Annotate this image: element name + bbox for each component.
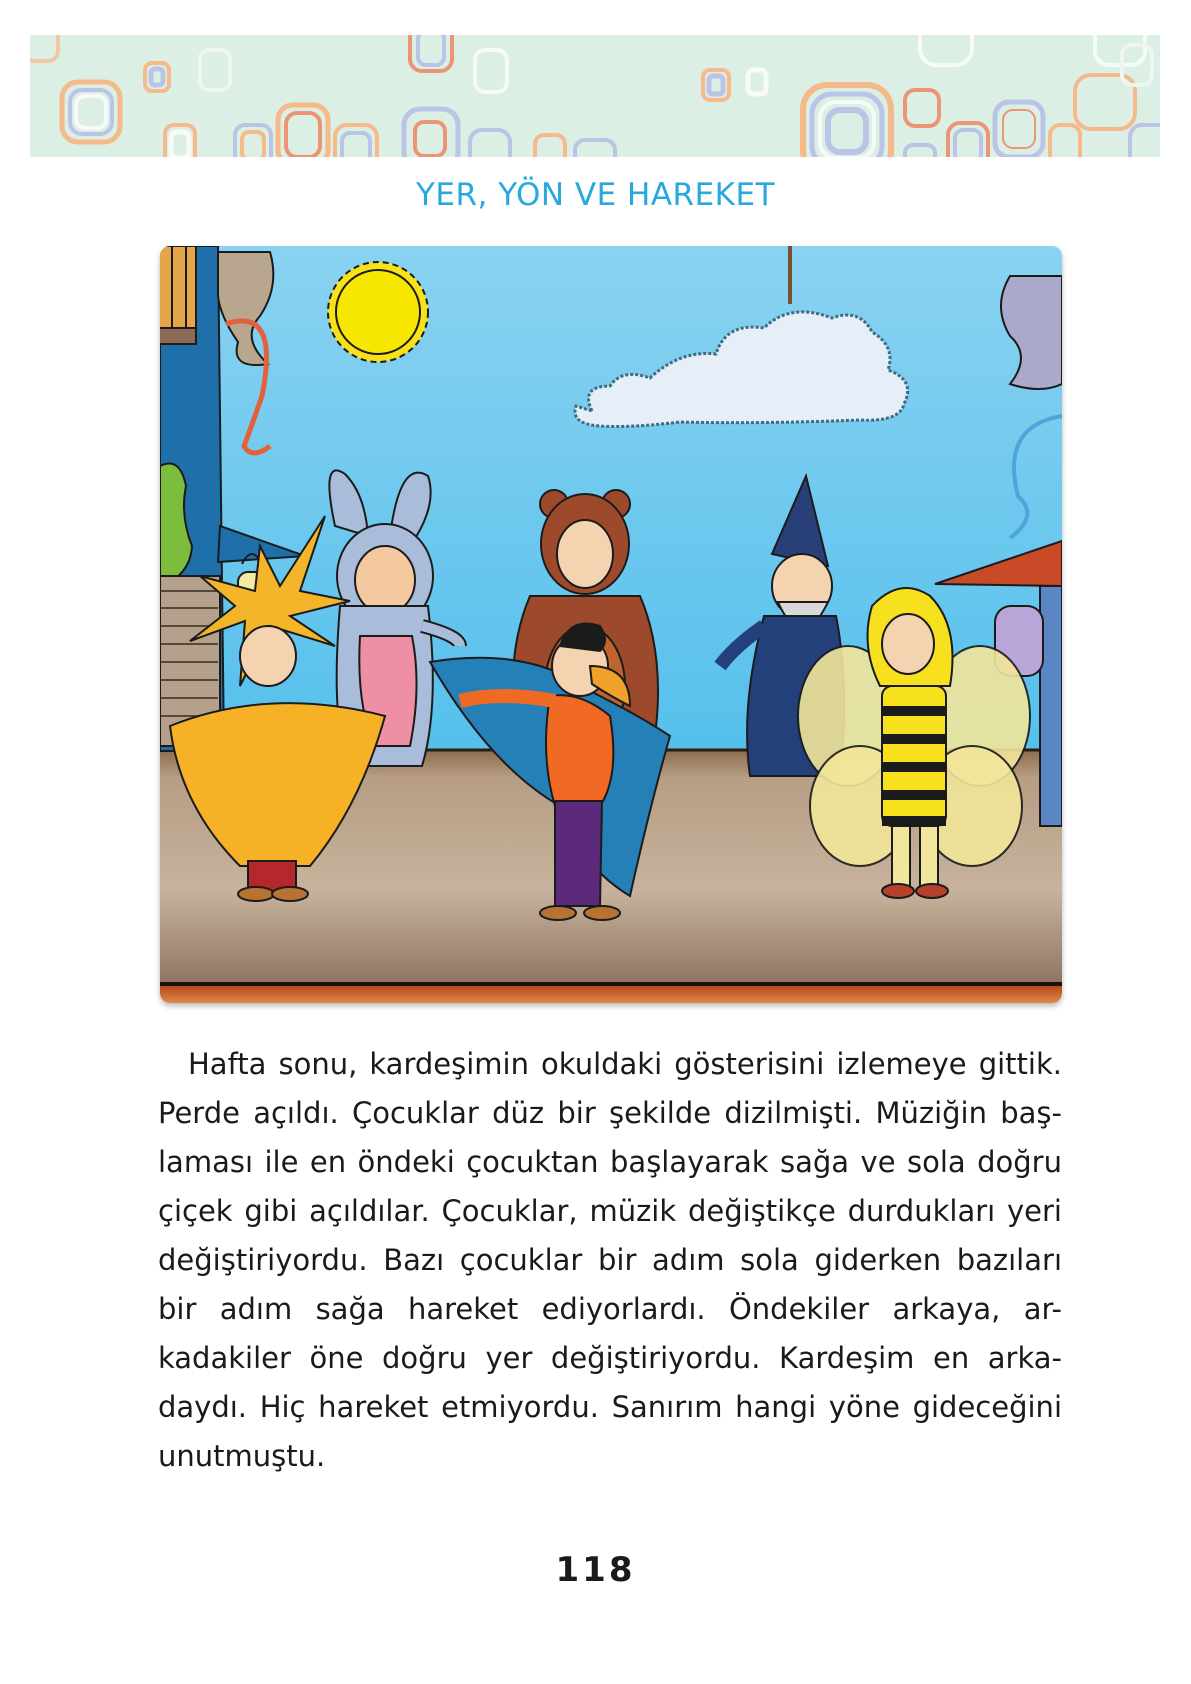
story-paragraph [158,1040,1062,1481]
paragraph-line: laması ile en öndeki çocuktan başlayarak sağa ve sola doğru [158,1145,1062,1179]
paragraph-line: çiçek gibi açıldılar. Çocuklar, müzik değiştikçe durdukları yeri [158,1194,1062,1228]
paragraph-line: unutmuştu. [158,1439,326,1473]
paragraph-line: daydı. Hiç hareket etmiyordu. Sanırım hangi yöne gideceğini [158,1390,1062,1424]
paragraph-line: bir adım sağa hareket ediyorlardı. Öndekiler arkaya, ar- [158,1292,1062,1326]
header-banner [30,35,1160,157]
paragraph-line: Hafta sonu, kardeşimin okuldaki gösterisini izlemeye gittik. [188,1047,1062,1081]
sun-prop [328,262,428,362]
paragraph-line: değiştiriyordu. Bazı çocuklar bir adım sola giderken bazıları [158,1243,1062,1277]
stage-edge [160,986,1062,1003]
section-title: YER, YÖN VE HAREKET [415,177,776,213]
paragraph-line: kadakiler öne doğru yer değiştiriyordu. Kardeşim en arka- [158,1341,1062,1375]
page-number: 118 [555,1550,636,1590]
stage-illustration [160,246,1062,1003]
paragraph-line: Perde açıldı. Çocuklar düz bir şekilde dizilmişti. Müziğin baş- [158,1096,1062,1130]
retro-squares-pattern [30,35,1160,157]
